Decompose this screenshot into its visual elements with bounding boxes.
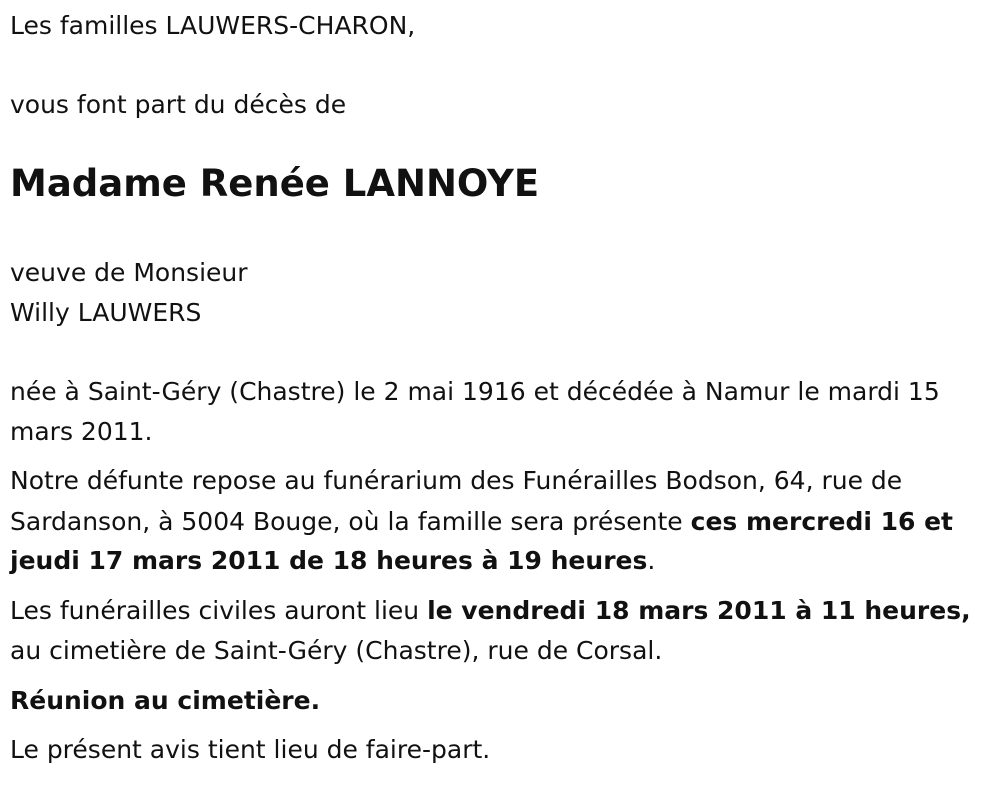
visitation-dates-end: jeudi 17 mars 2011 de 18 heures à 19 heures: [10, 546, 648, 575]
funeral-datetime: le vendredi 18 mars 2011 à 11 heures,: [427, 596, 971, 625]
deceased-name: Madame Renée LANNOYE: [10, 162, 540, 205]
birth-death-line-1: née à Saint-Géry (Chastre) le 2 mai 1916 et décédée à Namur le mardi 15: [10, 377, 940, 406]
widow-line-2: Willy LAUWERS: [10, 298, 202, 327]
widow-line-1: veuve de Monsieur: [10, 258, 248, 287]
intro-text: Les familles LAUWERS-CHARON,: [10, 11, 416, 40]
repose-line-3: [10, 541, 655, 581]
announcement-text: vous font part du décès de: [10, 90, 347, 119]
repose-period: .: [647, 546, 656, 575]
meeting-text: Réunion au cimetière.: [10, 686, 321, 715]
birth-death-line-2: mars 2011.: [10, 417, 153, 446]
funeral-intro-text: Les funérailles civiles auront lieu: [10, 596, 428, 625]
closing-text: Le présent avis tient lieu de faire-part.: [10, 735, 491, 764]
funeral-line-1: [10, 591, 971, 631]
visitation-dates-start: ces mercredi 16 et: [690, 507, 954, 536]
funeral-line-2: au cimetière de Saint-Géry (Chastre), rue de Corsal.: [10, 636, 663, 665]
repose-location-text: Sardanson, à 5004 Bouge, où la famille sera présente: [10, 507, 691, 536]
repose-line-2: [10, 502, 953, 542]
repose-line-1: Notre défunte repose au funérarium des Funérailles Bodson, 64, rue de: [10, 466, 903, 495]
